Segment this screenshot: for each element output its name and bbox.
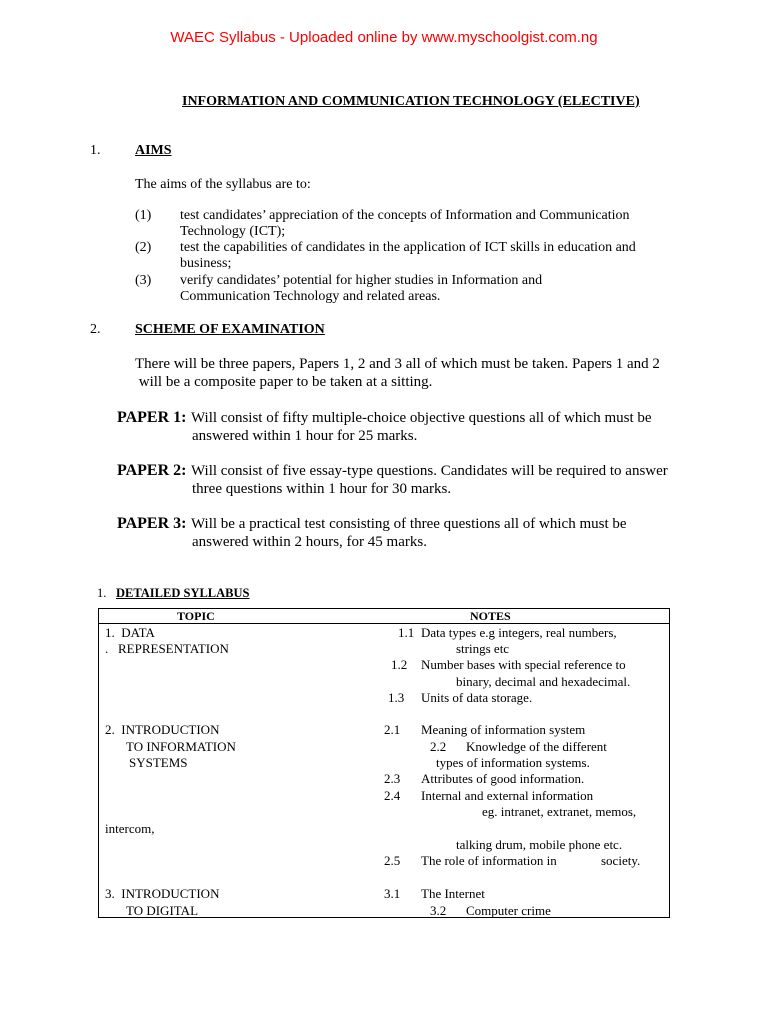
topic-line: 3. INTRODUCTION [105,886,220,901]
aims-item-number: (3) [135,273,152,288]
paper-1-text: answered within 1 hour for 25 marks. [192,428,418,444]
aims-item-text: Communication Technology and related areas. [180,289,441,304]
scheme-heading: SCHEME OF EXAMINATION [135,322,325,337]
note-number: 3.2 [430,903,447,918]
topic-line: 2. INTRODUCTION [105,722,220,737]
aims-item-text: verify candidates’ potential for higher studies in Information and [180,273,543,288]
topic-line: . REPRESENTATION [105,641,229,656]
note-text: Number bases with special reference to [421,657,626,672]
note-number: 2.3 [384,771,401,786]
note-text: Internal and external information [421,788,594,803]
note-text: eg. intranet, extranet, memos, [482,804,637,819]
note-number: 1.1 [398,625,415,640]
aims-item-text: test the capabilities of candidates in the application of ICT skills in education and [180,240,636,255]
note-text: talking drum, mobile phone etc. [456,837,623,852]
paper-3-text: answered within 2 hours, for 45 marks. [192,534,427,550]
note-text: Data types e.g integers, real numbers, [421,625,617,640]
aims-heading: AIMS [135,143,172,158]
detailed-number: 1. [97,586,107,600]
aims-item-number: (2) [135,240,152,255]
note-number: 2.4 [384,788,401,803]
paper-2-text: three questions within 1 hour for 30 marks. [192,481,452,497]
topic-line: SYSTEMS [129,755,188,770]
note-number: 2.5 [384,853,401,868]
note-number: 3.1 [384,886,401,901]
scheme-intro-line: There will be three papers, Papers 1, 2 and 3 all of which must be taken. Papers 1 and 2 [135,356,660,372]
aims-item-number: (1) [135,208,152,223]
aims-item-text: Technology (ICT); [180,224,286,239]
topic-line: 1. DATA [105,625,155,640]
scheme-intro-line: will be a composite paper to be taken at a sitting. [135,374,433,390]
note-text: types of information systems. [436,755,590,770]
topic-line: TO DIGITAL [126,903,199,918]
note-text: Attributes of good information. [421,771,585,786]
paper-2-text: Will consist of five essay-type questions. Candidates will be required to answer [191,463,668,479]
note-text: Units of data storage. [421,690,533,705]
note-text: Knowledge of the different [466,739,607,754]
paper-1-label: PAPER 1: [117,409,187,426]
note-text: strings etc [456,641,510,656]
note-text: society. [601,853,641,868]
topic-line: TO INFORMATION [126,739,236,754]
aims-intro: The aims of the syllabus are to: [135,177,311,192]
scheme-number: 2. [90,322,101,337]
note-text: Meaning of information system [421,722,586,737]
paper-3-label: PAPER 3: [117,515,187,532]
note-text: Computer crime [466,903,551,918]
note-number: 2.1 [384,722,401,737]
aims-item-text: test candidates’ appreciation of the concepts of Information and Communication [180,208,630,223]
aims-number: 1. [90,143,101,158]
notes-column-header: NOTES [470,609,511,623]
note-number: 1.2 [391,657,408,672]
document-title: INFORMATION AND COMMUNICATION TECHNOLOGY (ELECTIVE) [182,94,640,109]
note-number: 1.3 [388,690,405,705]
topic-column-header: TOPIC [177,609,215,623]
note-text: The Internet [421,886,485,901]
note-number: 2.2 [430,739,447,754]
header-note: WAEC Syllabus - Uploaded online by www.myschoolgist.com.ng [170,29,598,46]
paper-3-text: Will be a practical test consisting of three questions all of which must be [191,516,627,532]
detailed-heading: DETAILED SYLLABUS [116,586,250,600]
note-text: The role of information in [421,853,557,868]
note-text: binary, decimal and hexadecimal. [456,674,631,689]
topic-line: intercom, [105,821,155,836]
paper-2-label: PAPER 2: [117,462,187,479]
aims-item-text: business; [180,256,232,271]
paper-1-text: Will consist of fifty multiple-choice objective questions all of which must be [191,410,652,426]
syllabus-table [98,608,670,918]
